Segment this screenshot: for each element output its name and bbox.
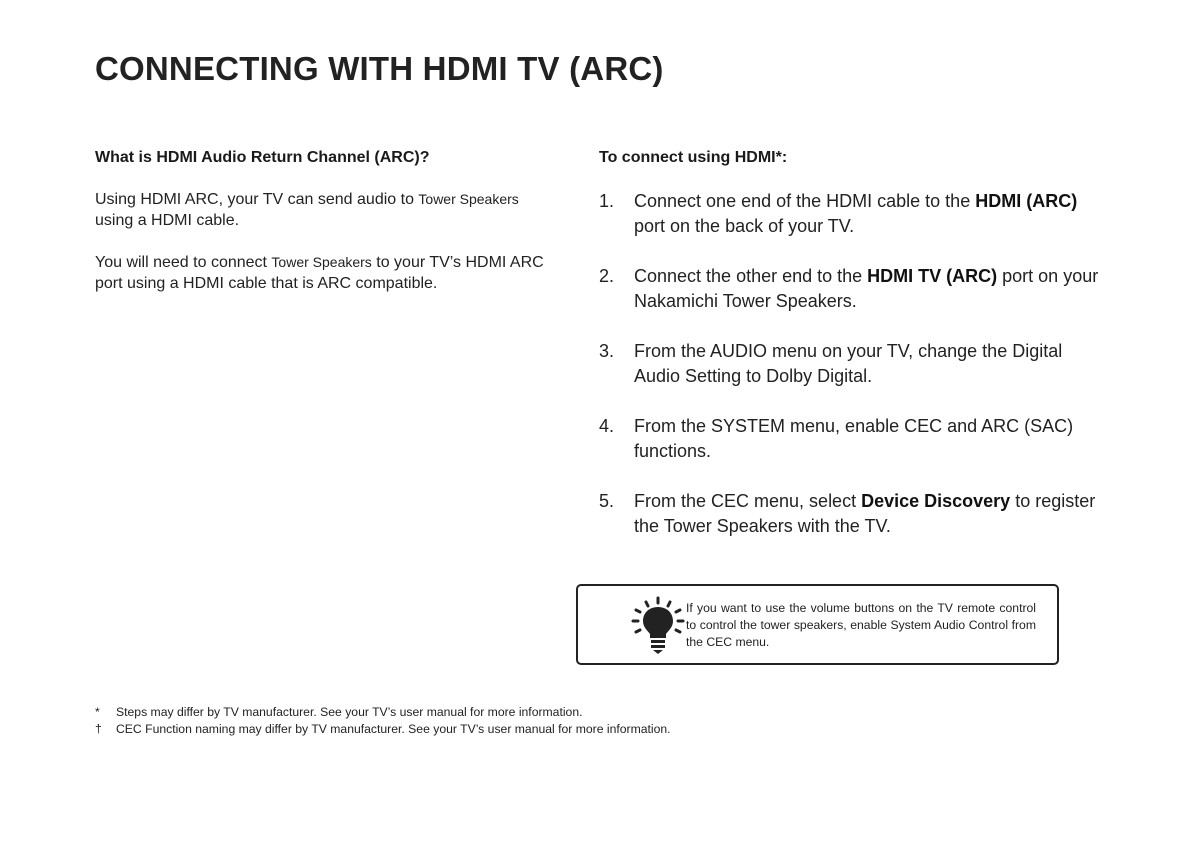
tip-text: If you want to use the volume buttons on the TV remote control to control the tower speakers, enable System Audio Control from the CEC menu. bbox=[686, 601, 1036, 649]
step-text: to register the Tower Speakers with the TV. bbox=[634, 491, 1096, 536]
footnotes bbox=[95, 704, 671, 738]
step-text: port on your Nakamichi Tower Speakers. bbox=[634, 266, 1099, 311]
step-item bbox=[599, 189, 1109, 239]
step-text: Connect the other end to the bbox=[634, 266, 868, 286]
step-number: 5. bbox=[599, 491, 615, 511]
page-title: CONNECTING WITH HDMI TV (ARC) bbox=[95, 50, 664, 87]
paragraph-text: using a HDMI cable. bbox=[95, 212, 240, 229]
arc-description-paragraph bbox=[95, 189, 575, 231]
arc-requirement-paragraph bbox=[95, 252, 575, 294]
step-text: port on the back of your TV. bbox=[634, 216, 855, 236]
lightbulb-icon bbox=[628, 594, 688, 656]
step-text: From the AUDIO menu on your TV, change the Digital Audio Setting to Dolby Digital. bbox=[634, 341, 1063, 386]
step-number: 2. bbox=[599, 266, 615, 286]
step-bold-text: HDMI TV (ARC) bbox=[867, 266, 998, 286]
step-number: 4. bbox=[599, 416, 615, 436]
product-name: Tower Speakers bbox=[418, 191, 519, 207]
connect-steps-heading: To connect using HDMI*: bbox=[599, 149, 788, 166]
arc-definition-heading: What is HDMI Audio Return Channel (ARC)? bbox=[95, 149, 430, 166]
step-text: From the SYSTEM menu, enable CEC and ARC (SAC) functions. bbox=[634, 416, 1074, 461]
step-item bbox=[599, 264, 1109, 314]
step-number: 3. bbox=[599, 341, 615, 361]
step-text: From the CEC menu, select bbox=[634, 491, 862, 511]
paragraph-text: Using HDMI ARC, your TV can send audio to bbox=[95, 191, 419, 208]
footnote bbox=[95, 721, 671, 737]
step-item bbox=[599, 339, 1109, 389]
connection-steps-list bbox=[599, 189, 1109, 539]
paragraph-text: to your TV’s HDMI ARC port using a HDMI cable that is ARC compatible. bbox=[95, 254, 544, 292]
footnote bbox=[95, 704, 671, 720]
right-column bbox=[599, 149, 1109, 564]
footnote-text: Steps may differ by TV manufacturer. See your TV’s user manual for more information. bbox=[116, 705, 583, 719]
step-number: 1. bbox=[599, 191, 615, 211]
step-bold-text: Device Discovery bbox=[861, 491, 1011, 511]
footnote-text: CEC Function naming may differ by TV manufacturer. See your TV’s user manual for more information. bbox=[116, 722, 671, 736]
product-name: Tower Speakers bbox=[271, 254, 372, 270]
footnote-mark: † bbox=[95, 722, 102, 736]
step-text: Connect one end of the HDMI cable to the bbox=[634, 191, 976, 211]
footnote-mark: * bbox=[95, 705, 100, 719]
paragraph-text: You will need to connect bbox=[95, 254, 272, 271]
step-item bbox=[599, 489, 1109, 539]
step-item bbox=[599, 414, 1109, 464]
step-bold-text: HDMI (ARC) bbox=[975, 191, 1078, 211]
left-column bbox=[95, 149, 575, 315]
tip-box bbox=[576, 584, 1059, 665]
